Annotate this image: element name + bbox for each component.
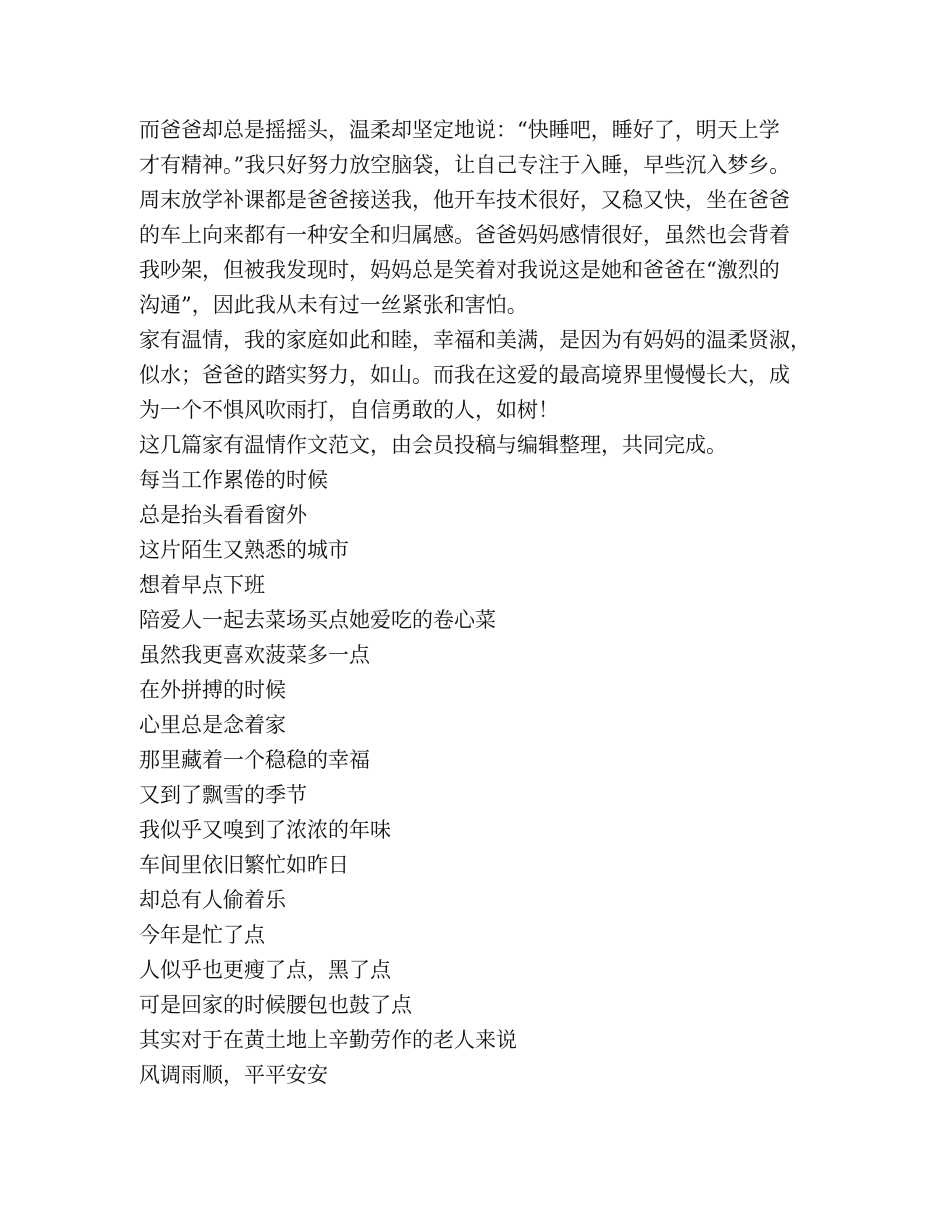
text-line: 其实对于在黄土地上辛勤劳作的老人来说 (139, 1028, 517, 1052)
text-line: 却总有人偷着乐 (139, 888, 286, 912)
text-line: 陪爱人一起去菜场买点她爱吃的卷心菜 (139, 608, 496, 632)
text-line: 可是回家的时候腰包也鼓了点 (139, 993, 412, 1017)
text-line: 今年是忙了点 (139, 923, 265, 947)
text-line: 的车上向来都有一种安全和归属感。爸爸妈妈感情很好，虽然也会背着 (139, 223, 790, 247)
text-line: 车间里依旧繁忙如昨日 (139, 853, 349, 877)
document-body (139, 113, 829, 1093)
text-line: 心里总是念着家 (139, 713, 286, 737)
text-line: 在外拼搏的时候 (139, 678, 286, 702)
text-line: 我吵架，但被我发现时，妈妈总是笑着对我说这是她和爸爸在“激烈的 (139, 258, 780, 282)
text-line: 我似乎又嗅到了浓浓的年味 (139, 818, 391, 842)
text-line: 这片陌生又熟悉的城市 (139, 538, 349, 562)
text-line: 这几篇家有温情作文范文，由会员投稿与编辑整理，共同完成。 (139, 433, 727, 457)
text-line: 为一个不惧风吹雨打，自信勇敢的人，如树！ (139, 398, 559, 422)
text-line: 每当工作累倦的时候 (139, 468, 328, 492)
text-line: 风调雨顺，平平安安 (139, 1063, 328, 1087)
text-line: 而爸爸却总是摇摇头，温柔却坚定地说：“快睡吧，睡好了，明天上学 (139, 118, 780, 142)
text-line: 周末放学补课都是爸爸接送我，他开车技术很好，又稳又快，坐在爸爸 (139, 188, 790, 212)
text-line: 想着早点下班 (139, 573, 265, 597)
text-line: 沟通”，因此我从未有过一丝紧张和害怕。 (139, 293, 528, 317)
text-line: 人似乎也更瘦了点，黑了点 (139, 958, 391, 982)
text-line: 似水；爸爸的踏实努力，如山。而我在这爱的最高境界里慢慢长大，成 (139, 363, 790, 387)
text-line: 那里藏着一个稳稳的幸福 (139, 748, 370, 772)
text-line: 虽然我更喜欢菠菜多一点 (139, 643, 370, 667)
text-line: 才有精神。”我只好努力放空脑袋，让自己专注于入睡，早些沉入梦乡。 (139, 153, 791, 177)
text-line: 总是抬头看看窗外 (139, 503, 307, 527)
text-line: 又到了飘雪的季节 (139, 783, 307, 807)
text-line: 家有温情，我的家庭如此和睦，幸福和美满，是因为有妈妈的温柔贤淑， (139, 328, 811, 352)
